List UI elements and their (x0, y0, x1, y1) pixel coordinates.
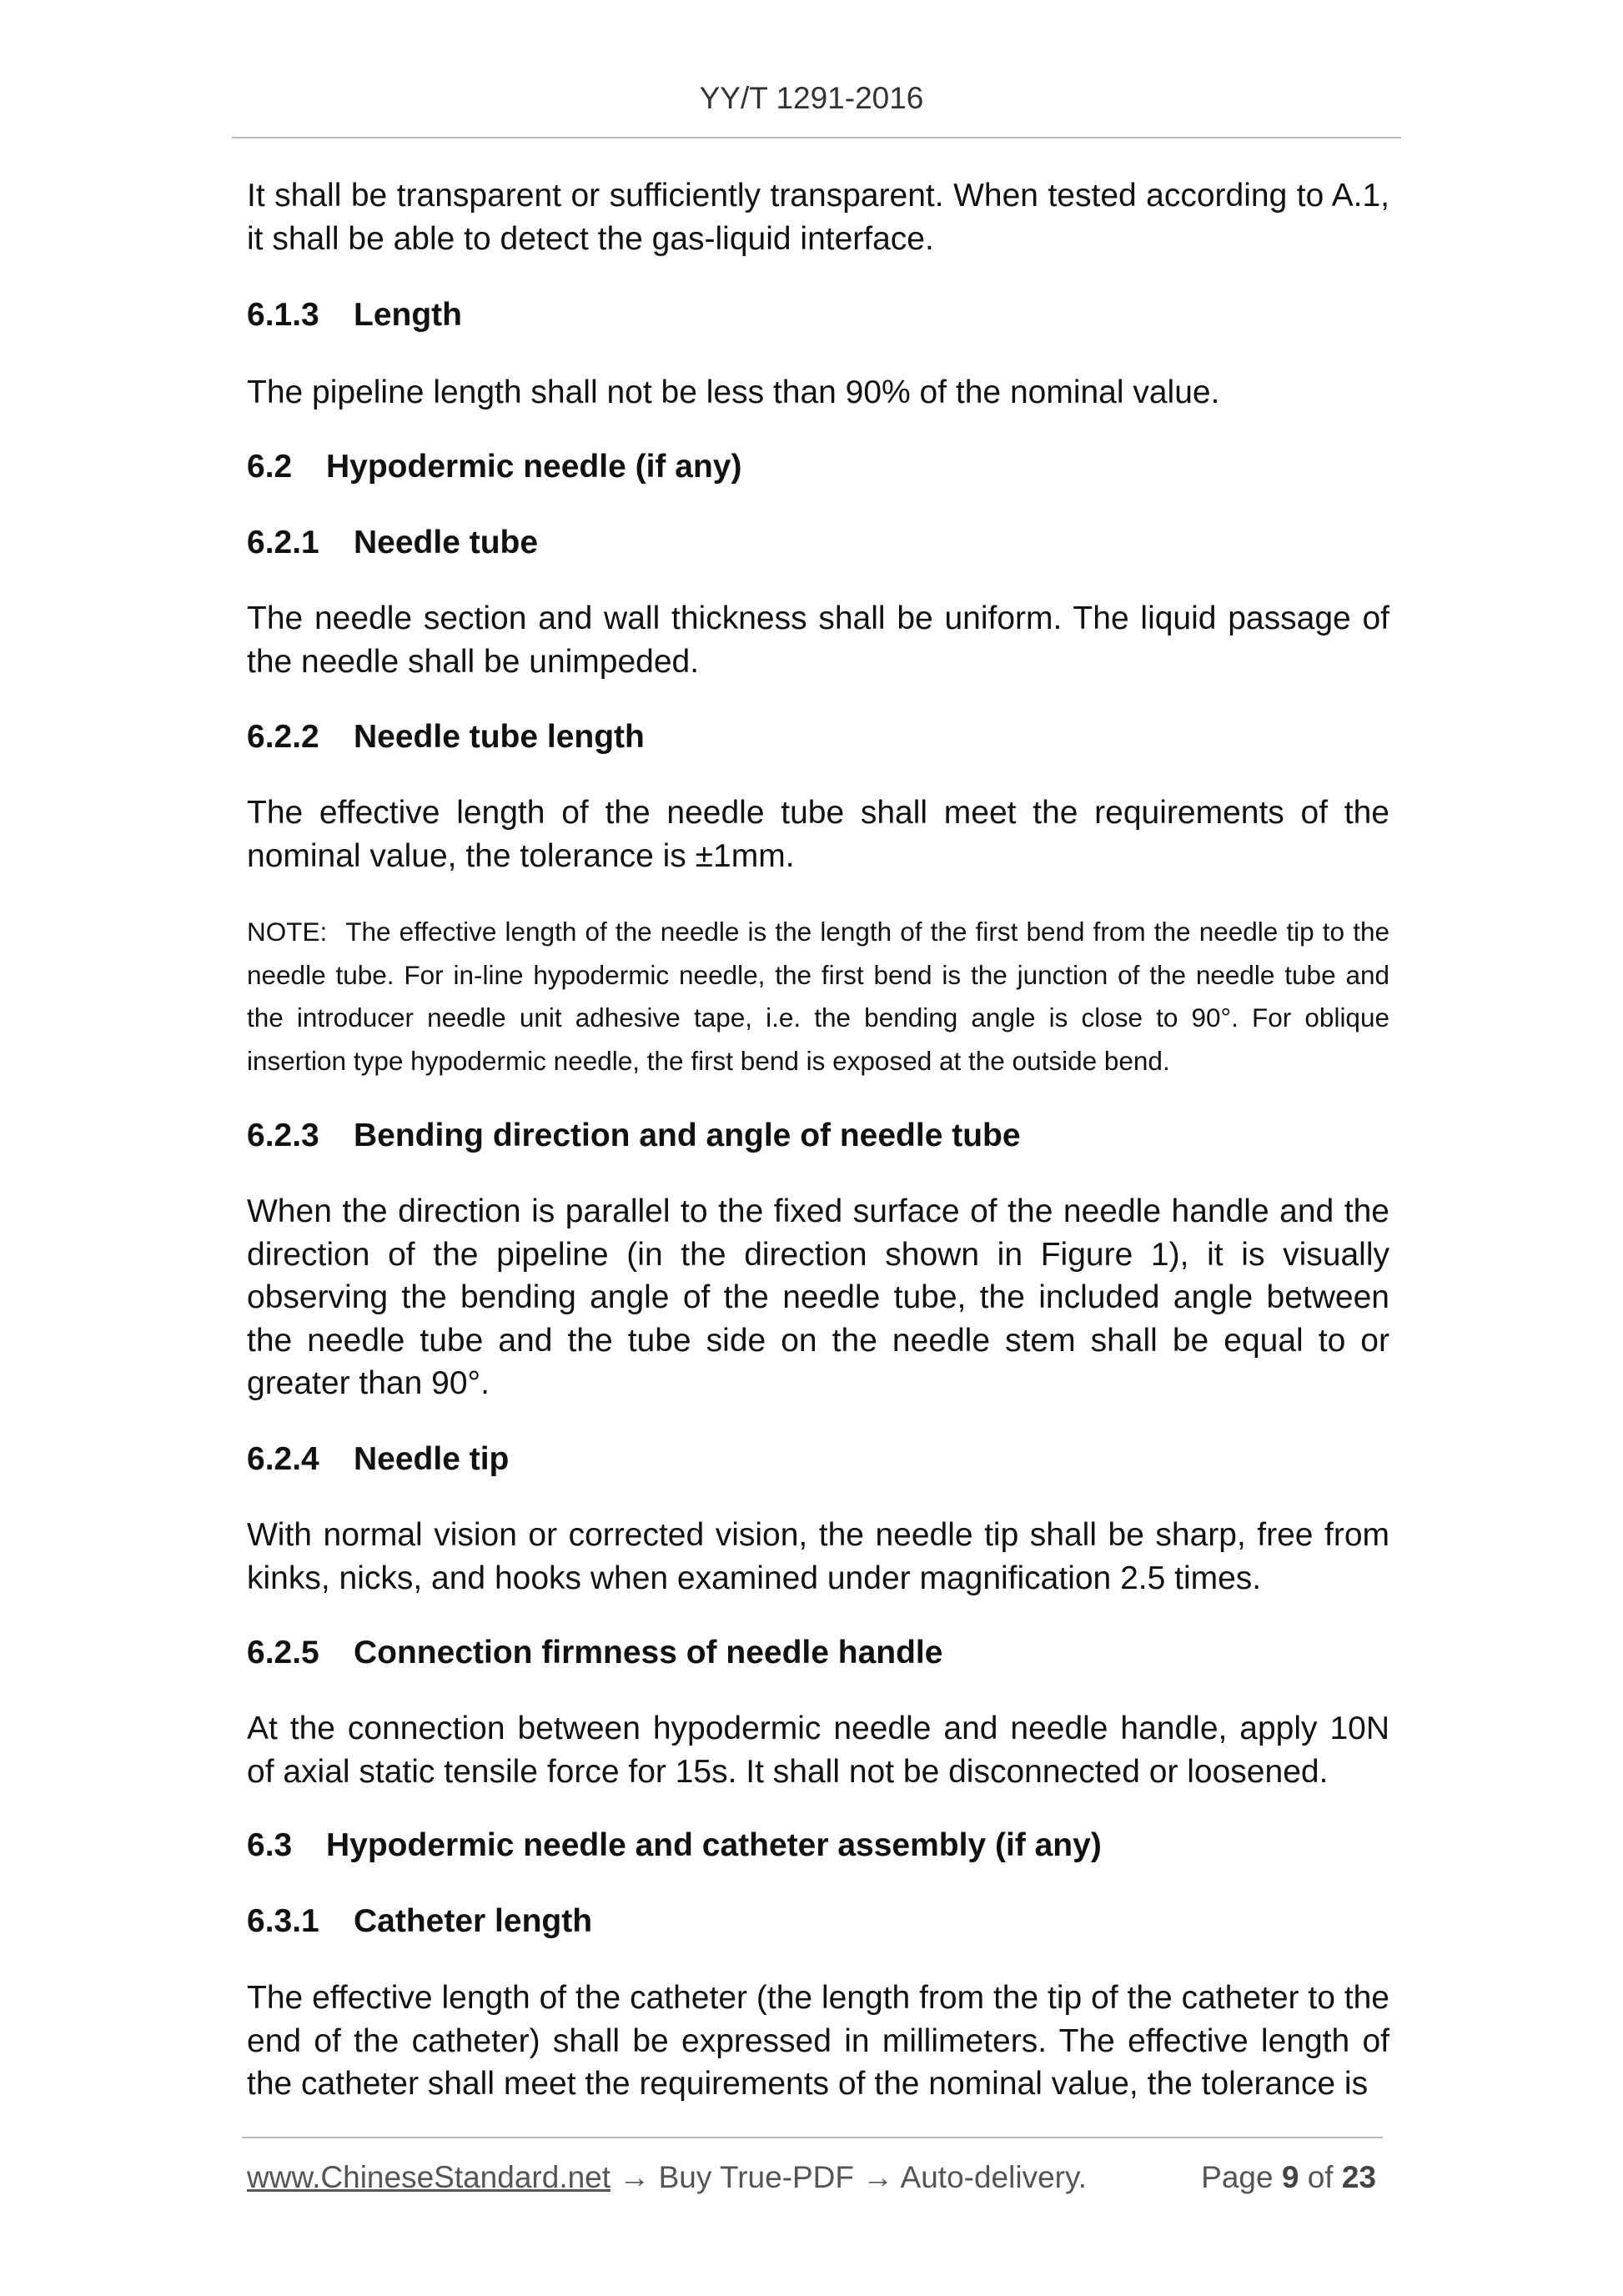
section-title: Hypodermic needle and catheter assembly (if any) (326, 1827, 1102, 1863)
section-heading-6-2-5 (247, 1633, 1389, 1673)
section-title: Hypodermic needle (if any) (326, 449, 742, 485)
delivery-text: Auto-delivery. (900, 2160, 1088, 2194)
note-text: The effective length of the needle is the length of the first bend from the needle tip to the needle tube. For in-line hypodermic needle, the first bend is the junction of the needle tube and the introducer needle unit adhesive tape, i.e. the bending angle is close to 90°. For oblique insertion type hypodermic needle, the first bend is exposed at the outside bend. (247, 917, 1389, 1076)
section-heading-6-2 (247, 447, 1389, 487)
buy-text: Buy True-PDF (658, 2160, 855, 2194)
section-number: 6.3.1 (247, 1903, 319, 1939)
section-title: Connection firmness of needle handle (354, 1635, 943, 1671)
section-number: 6.2.3 (247, 1118, 319, 1153)
section-number: 6.1.3 (247, 297, 319, 333)
section-heading-6-2-1 (247, 523, 1389, 563)
standard-code: YY/T 1291-2016 (699, 81, 924, 115)
section-number: 6.2.2 (247, 719, 319, 755)
section-number: 6.2 (247, 449, 293, 485)
page-label: Page (1201, 2160, 1274, 2194)
section-heading-6-3-1 (247, 1902, 1389, 1942)
section-title: Catheter length (354, 1903, 593, 1939)
section-number: 6.3 (247, 1827, 293, 1863)
note-label: NOTE: (247, 917, 328, 947)
section-body-6-1-3 (247, 371, 1389, 414)
page-indicator (1201, 2158, 1376, 2197)
arrow-right-icon: → (619, 2160, 651, 2194)
note-block (247, 911, 1389, 1083)
paragraph: When the direction is parallel to the fixed surface of the needle handle and the direction of the pipeline (in the direction shown in Figure 1), it is visually observing the bending angle of the needle tube, the included angle between the needle tube and the tube side on the needle stem shall be equal to or greater than 90°. (247, 1193, 1389, 1401)
running-header (0, 80, 1623, 117)
section-number: 6.2.5 (247, 1635, 319, 1671)
section-body-6-3-1 (247, 1977, 1389, 2106)
paragraph: The effective length of the catheter (the length from the tip of the catheter to the end of the catheter) shall be expressed in millimeters. The effective length of the catheter shall meet the requirements of the nominal value, the tolerance is (247, 1980, 1389, 2102)
section-title: Length (354, 297, 462, 333)
section-title: Needle tube (354, 525, 539, 560)
page-footer (247, 2158, 1376, 2197)
footer-divider (242, 2137, 1383, 2138)
of-label: of (1307, 2160, 1334, 2194)
section-number: 6.2.4 (247, 1441, 319, 1477)
section-heading-6-2-3 (247, 1116, 1389, 1156)
paragraph: The needle section and wall thickness shall be uniform. The liquid passage of the needle shall be unimpeded. (247, 600, 1389, 680)
intro-paragraph-block (247, 174, 1389, 260)
section-body-6-2-5 (247, 1707, 1389, 1793)
section-title: Needle tube length (354, 719, 645, 755)
page-current: 9 (1281, 2160, 1299, 2194)
paragraph: With normal vision or corrected vision, the needle tip shall be sharp, free from kinks, nicks, and hooks when examined under magnification 2.5 times. (247, 1517, 1389, 1596)
paragraph: The pipeline length shall not be less than 90% of the nominal value. (247, 374, 1220, 410)
paragraph: At the connection between hypodermic needle and needle handle, apply 10N of axial static tensile force for 15s. It shall not be disconnected or loosened. (247, 1711, 1389, 1790)
page-total: 23 (1341, 2160, 1376, 2194)
section-heading-6-2-2 (247, 717, 1389, 757)
section-heading-6-1-3 (247, 295, 1389, 335)
paragraph: The effective length of the needle tube shall meet the requirements of the nominal value, the tolerance is ±1mm. (247, 795, 1389, 874)
arrow-right-icon: → (862, 2160, 894, 2194)
section-body-6-2-1 (247, 597, 1389, 683)
header-divider (232, 137, 1401, 138)
section-heading-6-2-4 (247, 1439, 1389, 1480)
footer-promo (247, 2158, 1087, 2197)
section-body-6-2-3 (247, 1190, 1389, 1405)
site-link[interactable]: www.ChineseStandard.net (247, 2160, 611, 2194)
intro-paragraph: It shall be transparent or sufficiently transparent. When tested according to A.1, it shall be able to detect the gas-liquid interface. (247, 178, 1389, 257)
section-body-6-2-4 (247, 1514, 1389, 1600)
section-number: 6.2.1 (247, 525, 319, 560)
section-heading-6-3 (247, 1826, 1389, 1866)
section-title: Bending direction and angle of needle tube (354, 1118, 1021, 1153)
section-title: Needle tip (354, 1441, 510, 1477)
section-body-6-2-2 (247, 791, 1389, 877)
